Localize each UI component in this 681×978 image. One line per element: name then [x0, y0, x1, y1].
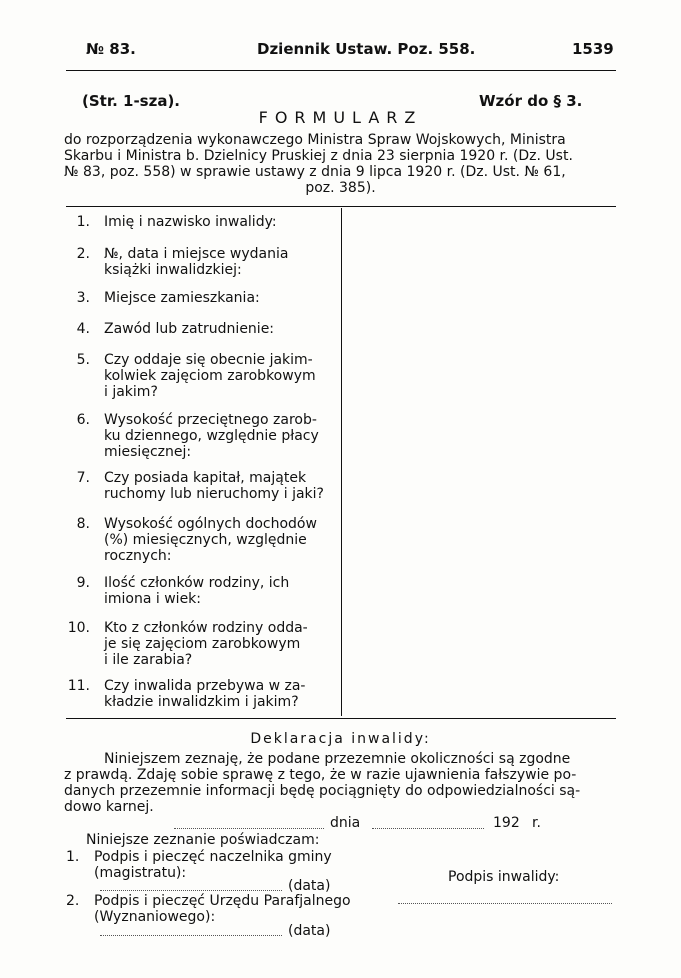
question-line: i jakim?: [104, 384, 158, 400]
question-line: Zawód lub zatrudnienie:: [104, 321, 275, 337]
declaration-line-3: danych przezemnie informacji będę pociągnięty do odpowiedzialności są-: [64, 783, 581, 799]
question-number: 11.: [67, 678, 90, 694]
template-ref: Wzór do § 3.: [479, 92, 583, 110]
attestation-item-1-line-1: Podpis i pieczęć naczelnika gminy: [94, 849, 332, 865]
item-1-date-label: (data): [288, 878, 331, 894]
table-bottom-rule: [66, 718, 616, 719]
question-text: [104, 290, 328, 306]
question-number: 9.: [76, 575, 90, 591]
question-text: [104, 470, 328, 502]
header-rule: [66, 70, 616, 71]
question-line: ruchomy lub nieruchomy i jaki?: [104, 486, 324, 502]
page-number: 1539: [572, 40, 614, 58]
question-line: je się zajęciom zarobkowym: [104, 636, 301, 652]
intro-line-1: do rozporządzenia wykonawczego Ministra Spraw Wojskowych, Ministra: [64, 132, 566, 148]
question-text: [104, 412, 328, 460]
question-number: 2.: [76, 246, 90, 262]
question-line: Czy oddaje się obecnie jakim-: [104, 352, 313, 368]
question-line: Czy inwalida przebywa w za-: [104, 678, 306, 694]
question-text: [104, 321, 328, 337]
question-line: Imię i nazwisko inwalidy:: [104, 214, 277, 230]
question-text: [104, 516, 328, 564]
attestation-item-2-line-1: Podpis i pieczęć Urzędu Parafjalnego: [94, 893, 351, 909]
declaration-line-2: z prawdą. Zdaję sobie sprawę z tego, że w razie ujawnienia fałszywie po-: [64, 767, 577, 783]
question-number: 3.: [76, 290, 90, 306]
question-text: [104, 678, 328, 710]
dnia-label: dnia: [330, 815, 361, 831]
attestation-intro: Niniejsze zeznanie poświadczam:: [86, 832, 320, 848]
question-line: Ilość członków rodziny, ich: [104, 575, 290, 591]
question-line: Wysokość ogólnych dochodów: [104, 516, 317, 532]
question-number: 1.: [76, 214, 90, 230]
intro-line-3: № 83, poz. 558) w sprawie ustawy z dnia 9 lipca 1920 r. (Dz. Ust. № 61,: [64, 164, 566, 180]
question-line: kładzie inwalidzkim i jakim?: [104, 694, 299, 710]
question-line: i ile zarabia?: [104, 652, 193, 668]
place-blank: [174, 828, 324, 829]
item-2-date-blank: [100, 935, 282, 936]
date-blank: [372, 828, 484, 829]
issue-number: № 83.: [86, 40, 136, 58]
question-line: kolwiek zajęciom zarobkowym: [104, 368, 316, 384]
question-text: [104, 246, 328, 278]
question-text: [104, 620, 328, 668]
attestation-item-2-line-2: (Wyznaniowego):: [94, 909, 216, 925]
attestation-item-1-number: 1.: [66, 849, 80, 865]
intro-line-4: poz. 385).: [305, 180, 376, 196]
question-number: 6.: [76, 412, 90, 428]
question-line: miesięcznej:: [104, 444, 192, 460]
year-suffix: r.: [532, 815, 541, 831]
question-number: 4.: [76, 321, 90, 337]
attestation-item-2-number: 2.: [66, 893, 80, 909]
column-divider: [341, 208, 342, 716]
question-line: książki inwalidzkiej:: [104, 262, 242, 278]
intro-line-2: Skarbu i Ministra b. Dzielnicy Pruskiej z dnia 23 sierpnia 1920 r. (Dz. Ust.: [64, 148, 573, 164]
signature-blank: [398, 903, 612, 904]
question-line: imiona i wiek:: [104, 591, 202, 607]
question-line: rocznych:: [104, 548, 172, 564]
declaration-line-1: Niniejszem zeznaję, że podane przezemnie okoliczności są zgodne: [104, 751, 571, 767]
table-top-rule: [66, 206, 616, 207]
item-2-date-label: (data): [288, 923, 331, 939]
question-line: Kto z członków rodziny odda-: [104, 620, 308, 636]
page-ref: (Str. 1-sza).: [82, 92, 181, 110]
question-line: Miejsce zamieszkania:: [104, 290, 260, 306]
question-number: 5.: [76, 352, 90, 368]
journal-reference: Dziennik Ustaw. Poz. 558.: [257, 40, 476, 58]
question-number: 8.: [76, 516, 90, 532]
question-text: [104, 575, 328, 607]
question-line: Czy posiada kapitał, majątek: [104, 470, 307, 486]
question-number: 7.: [76, 470, 90, 486]
question-text: [104, 352, 328, 400]
year-label: 192: [493, 815, 520, 831]
signature-label: Podpis inwalidy:: [448, 869, 560, 885]
declaration-title: Deklaracja inwalidy:: [250, 731, 431, 747]
question-line: (%) miesięcznych, względnie: [104, 532, 307, 548]
attestation-item-1-line-2: (magistratu):: [94, 865, 187, 881]
question-line: Wysokość przeciętnego zarob-: [104, 412, 317, 428]
item-1-date-blank: [100, 890, 282, 891]
question-text: [104, 214, 328, 230]
question-line: ku dziennego, względnie płacy: [104, 428, 319, 444]
question-line: №, data i miejsce wydania: [104, 246, 289, 262]
question-number: 10.: [67, 620, 90, 636]
declaration-line-4: dowo karnej.: [64, 799, 154, 815]
form-title: FORMULARZ: [258, 108, 423, 127]
